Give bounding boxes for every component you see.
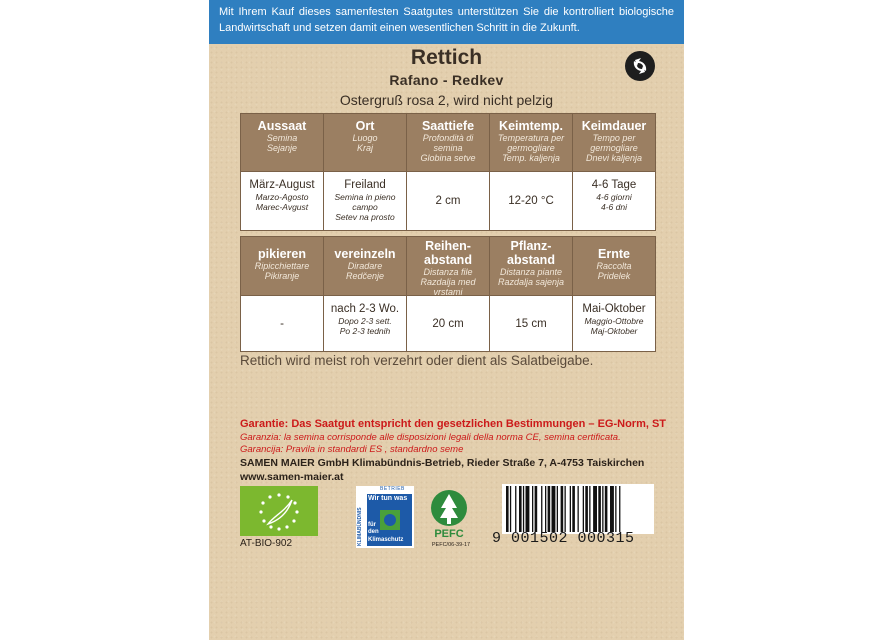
value-text: März-August bbox=[249, 179, 315, 191]
guarantee-it: Garanzia: la semina corrisponde alle disposizioni legali della norma CE, semina certificata. bbox=[240, 432, 621, 443]
header-cell-pflanzabstand bbox=[490, 237, 573, 295]
value-cell-keimtemp bbox=[490, 171, 573, 230]
value-text: 20 cm bbox=[432, 317, 464, 330]
header-cell-reihenabstand bbox=[407, 237, 490, 295]
header-cell-saattiefe bbox=[407, 114, 490, 171]
barcode-bar bbox=[570, 486, 571, 532]
growing-table bbox=[240, 236, 656, 352]
barcode-bar bbox=[506, 486, 509, 532]
barcode-number: 9 001502 000315 bbox=[492, 530, 635, 547]
value-translation: 4-6 dni bbox=[601, 202, 627, 212]
header-translation: Tempo per bbox=[592, 133, 636, 143]
header-label: Aussaat bbox=[257, 119, 307, 133]
value-cell-saattiefe bbox=[407, 171, 490, 230]
barcode-bar bbox=[526, 486, 530, 532]
value-cell-ernte bbox=[573, 295, 655, 351]
klima-line1: Wir tun was bbox=[368, 495, 408, 502]
recycle-icon bbox=[624, 50, 656, 82]
header-translation: Distanza piante bbox=[499, 267, 563, 277]
barcode-bar bbox=[532, 486, 533, 532]
value-translation: 4-6 giorni bbox=[596, 192, 632, 202]
header-translation: Temp. kaljenja bbox=[502, 153, 560, 163]
website-link[interactable]: www.samen-maier.at bbox=[240, 471, 344, 483]
value-cell-pikieren bbox=[241, 295, 324, 351]
barcode-bar bbox=[585, 486, 588, 532]
value-cell-vereinzeln bbox=[324, 295, 407, 351]
barcode-bar bbox=[545, 486, 546, 532]
value-cell-reihenabstand bbox=[407, 295, 490, 351]
value-text: Freiland bbox=[344, 179, 386, 191]
header-translation: semina bbox=[433, 143, 463, 153]
product-title: Rettich bbox=[410, 46, 483, 69]
value-cell-ort bbox=[324, 171, 407, 230]
value-translation: Maggio-Ottobre bbox=[584, 316, 644, 326]
header-label: abstand bbox=[507, 253, 555, 267]
barcode-bar bbox=[615, 486, 616, 532]
product-subtitle: Rafano - Redkev bbox=[389, 72, 504, 88]
eu-organic-leaf-icon bbox=[240, 486, 318, 536]
barcode-bar bbox=[619, 486, 620, 532]
value-text: 4-6 Tage bbox=[591, 179, 637, 191]
barcode-bar bbox=[541, 486, 542, 532]
value-text: 2 cm bbox=[435, 195, 461, 207]
header-label: Ernte bbox=[598, 247, 630, 261]
barcode-bar bbox=[548, 486, 551, 532]
header-translation: Redčenje bbox=[345, 271, 385, 281]
value-text: 15 cm bbox=[515, 317, 547, 330]
usage-note: Rettich wird meist roh verzehrt oder dient als Salatbeigabe. bbox=[240, 353, 594, 368]
barcode-bar bbox=[535, 486, 538, 532]
barcode-bar bbox=[589, 486, 590, 532]
header-label: pikieren bbox=[258, 247, 306, 261]
sowing-table-header bbox=[241, 114, 655, 171]
klimabuendnis-logo bbox=[356, 486, 414, 548]
growing-table-header bbox=[241, 237, 655, 295]
company-address: SAMEN MAIER GmbH Klimabündnis-Betrieb, Rieder Straße 7, A-4753 Taiskirchen bbox=[240, 457, 645, 469]
header-label: Saattiefe bbox=[421, 119, 475, 133]
header-cell-keimtemp bbox=[490, 114, 573, 171]
barcode-bar bbox=[610, 486, 614, 532]
guarantee-sl: Garancija: Pravila in standardi ES , standardno seme bbox=[240, 444, 464, 455]
pefc-logo bbox=[424, 488, 474, 548]
barcode-bar bbox=[557, 486, 558, 532]
header-cell-keimdauer bbox=[573, 114, 655, 171]
barcode-bar bbox=[515, 486, 516, 532]
header-label: Keimdauer bbox=[581, 119, 647, 133]
header-label: Ort bbox=[355, 119, 375, 133]
header-translation: Luogo bbox=[352, 133, 378, 143]
header-label: Reihen- bbox=[425, 239, 471, 253]
header-translation: Raccolta bbox=[596, 261, 632, 271]
barcode-bar bbox=[572, 486, 575, 532]
barcode-bar bbox=[578, 486, 579, 532]
value-text: - bbox=[280, 317, 284, 330]
header-cell-pikieren bbox=[241, 237, 324, 295]
pefc-label: PEFC bbox=[434, 528, 464, 540]
header-cell-ernte bbox=[573, 237, 655, 295]
header-cell-vereinzeln bbox=[324, 237, 407, 295]
barcode-image bbox=[502, 484, 654, 534]
header-translation: Kraj bbox=[356, 143, 373, 153]
klima-line2: für bbox=[368, 522, 376, 528]
seed-packet-back bbox=[209, 0, 684, 640]
header-translation: vrstami bbox=[433, 287, 463, 295]
header-translation: Razdalja sajenja bbox=[497, 277, 565, 287]
header-translation: Pridelek bbox=[597, 271, 631, 281]
barcode-bar bbox=[583, 486, 584, 532]
klima-vertical-label: KLIMABÜNDNIS bbox=[357, 507, 363, 546]
header-translation: Razdalja med bbox=[420, 277, 476, 287]
header-label: Pflanz- bbox=[510, 239, 552, 253]
value-text: nach 2-3 Wo. bbox=[330, 303, 400, 315]
value-translation: Semina in pieno bbox=[334, 192, 396, 202]
header-cell-ort bbox=[324, 114, 407, 171]
barcode-bar bbox=[519, 486, 522, 532]
barcode-bar bbox=[605, 486, 608, 532]
variety-name: Ostergruß rosa 2, wird nicht pelzig bbox=[339, 92, 554, 108]
growing-table-values bbox=[241, 295, 655, 351]
guarantee-de: Garantie: Das Saatgut entspricht den gesetzlichen Bestimmungen – EG-Norm, ST bbox=[240, 418, 667, 430]
value-translation: campo bbox=[352, 202, 378, 212]
bio-control-code: AT-BIO-902 bbox=[240, 538, 293, 549]
header-translation: Semina bbox=[266, 133, 298, 143]
header-translation: germogliare bbox=[590, 143, 638, 153]
value-cell-pflanzabstand bbox=[490, 295, 573, 351]
barcode-bar bbox=[552, 486, 556, 532]
info-banner: Mit Ihrem Kauf dieses samenfesten Saatgutes unterstützen Sie die kontrolliert biologische Landwirtschaft und setzen damit einen wesentlichen Schritt in die Zukunft. bbox=[209, 0, 684, 44]
barcode-bar bbox=[593, 486, 597, 532]
header-cell-aussaat bbox=[241, 114, 324, 171]
value-text: Mai-Oktober bbox=[582, 303, 646, 315]
value-translation: Marec-Avgust bbox=[255, 202, 309, 212]
value-translation: Maj-Oktober bbox=[590, 326, 638, 336]
barcode-bar bbox=[602, 486, 603, 532]
header-translation: Ripicchiettare bbox=[254, 261, 310, 271]
header-translation: Dnevi kaljenja bbox=[585, 153, 643, 163]
header-translation: Temperatura per bbox=[497, 133, 565, 143]
value-text: 12-20 °C bbox=[508, 195, 554, 207]
value-translation: Po 2-3 tednih bbox=[339, 326, 391, 336]
barcode-bar bbox=[598, 486, 601, 532]
value-translation: Setev na prosto bbox=[335, 212, 395, 222]
value-translation: Dopo 2-3 sett. bbox=[338, 316, 392, 326]
barcode-bar bbox=[565, 486, 566, 532]
sowing-table bbox=[240, 113, 656, 231]
klima-top-label: BETRIEB bbox=[380, 486, 405, 492]
header-translation: Globina setve bbox=[420, 153, 476, 163]
header-label: vereinzeln bbox=[334, 247, 396, 261]
header-translation: Pikiranje bbox=[264, 271, 300, 281]
barcode-bar bbox=[523, 486, 524, 532]
header-label: abstand bbox=[424, 253, 472, 267]
value-cell-aussaat bbox=[241, 171, 324, 230]
barcode-bar bbox=[561, 486, 564, 532]
header-translation: Diradare bbox=[347, 261, 383, 271]
pefc-code: PEFC/06-39-17 bbox=[431, 542, 471, 548]
header-translation: Distanza file bbox=[423, 267, 473, 277]
value-cell-keimdauer bbox=[573, 171, 655, 230]
header-translation: germogliare bbox=[507, 143, 555, 153]
barcode-bar bbox=[510, 486, 511, 532]
header-label: Keimtemp. bbox=[499, 119, 563, 133]
header-translation: Sejanje bbox=[266, 143, 298, 153]
klima-line4: Klimaschutz bbox=[368, 537, 404, 543]
value-translation: Marzo-Agosto bbox=[255, 192, 309, 202]
header-translation: Profondità di bbox=[422, 133, 474, 143]
sowing-table-values bbox=[241, 171, 655, 230]
klima-line3: den bbox=[368, 529, 379, 535]
